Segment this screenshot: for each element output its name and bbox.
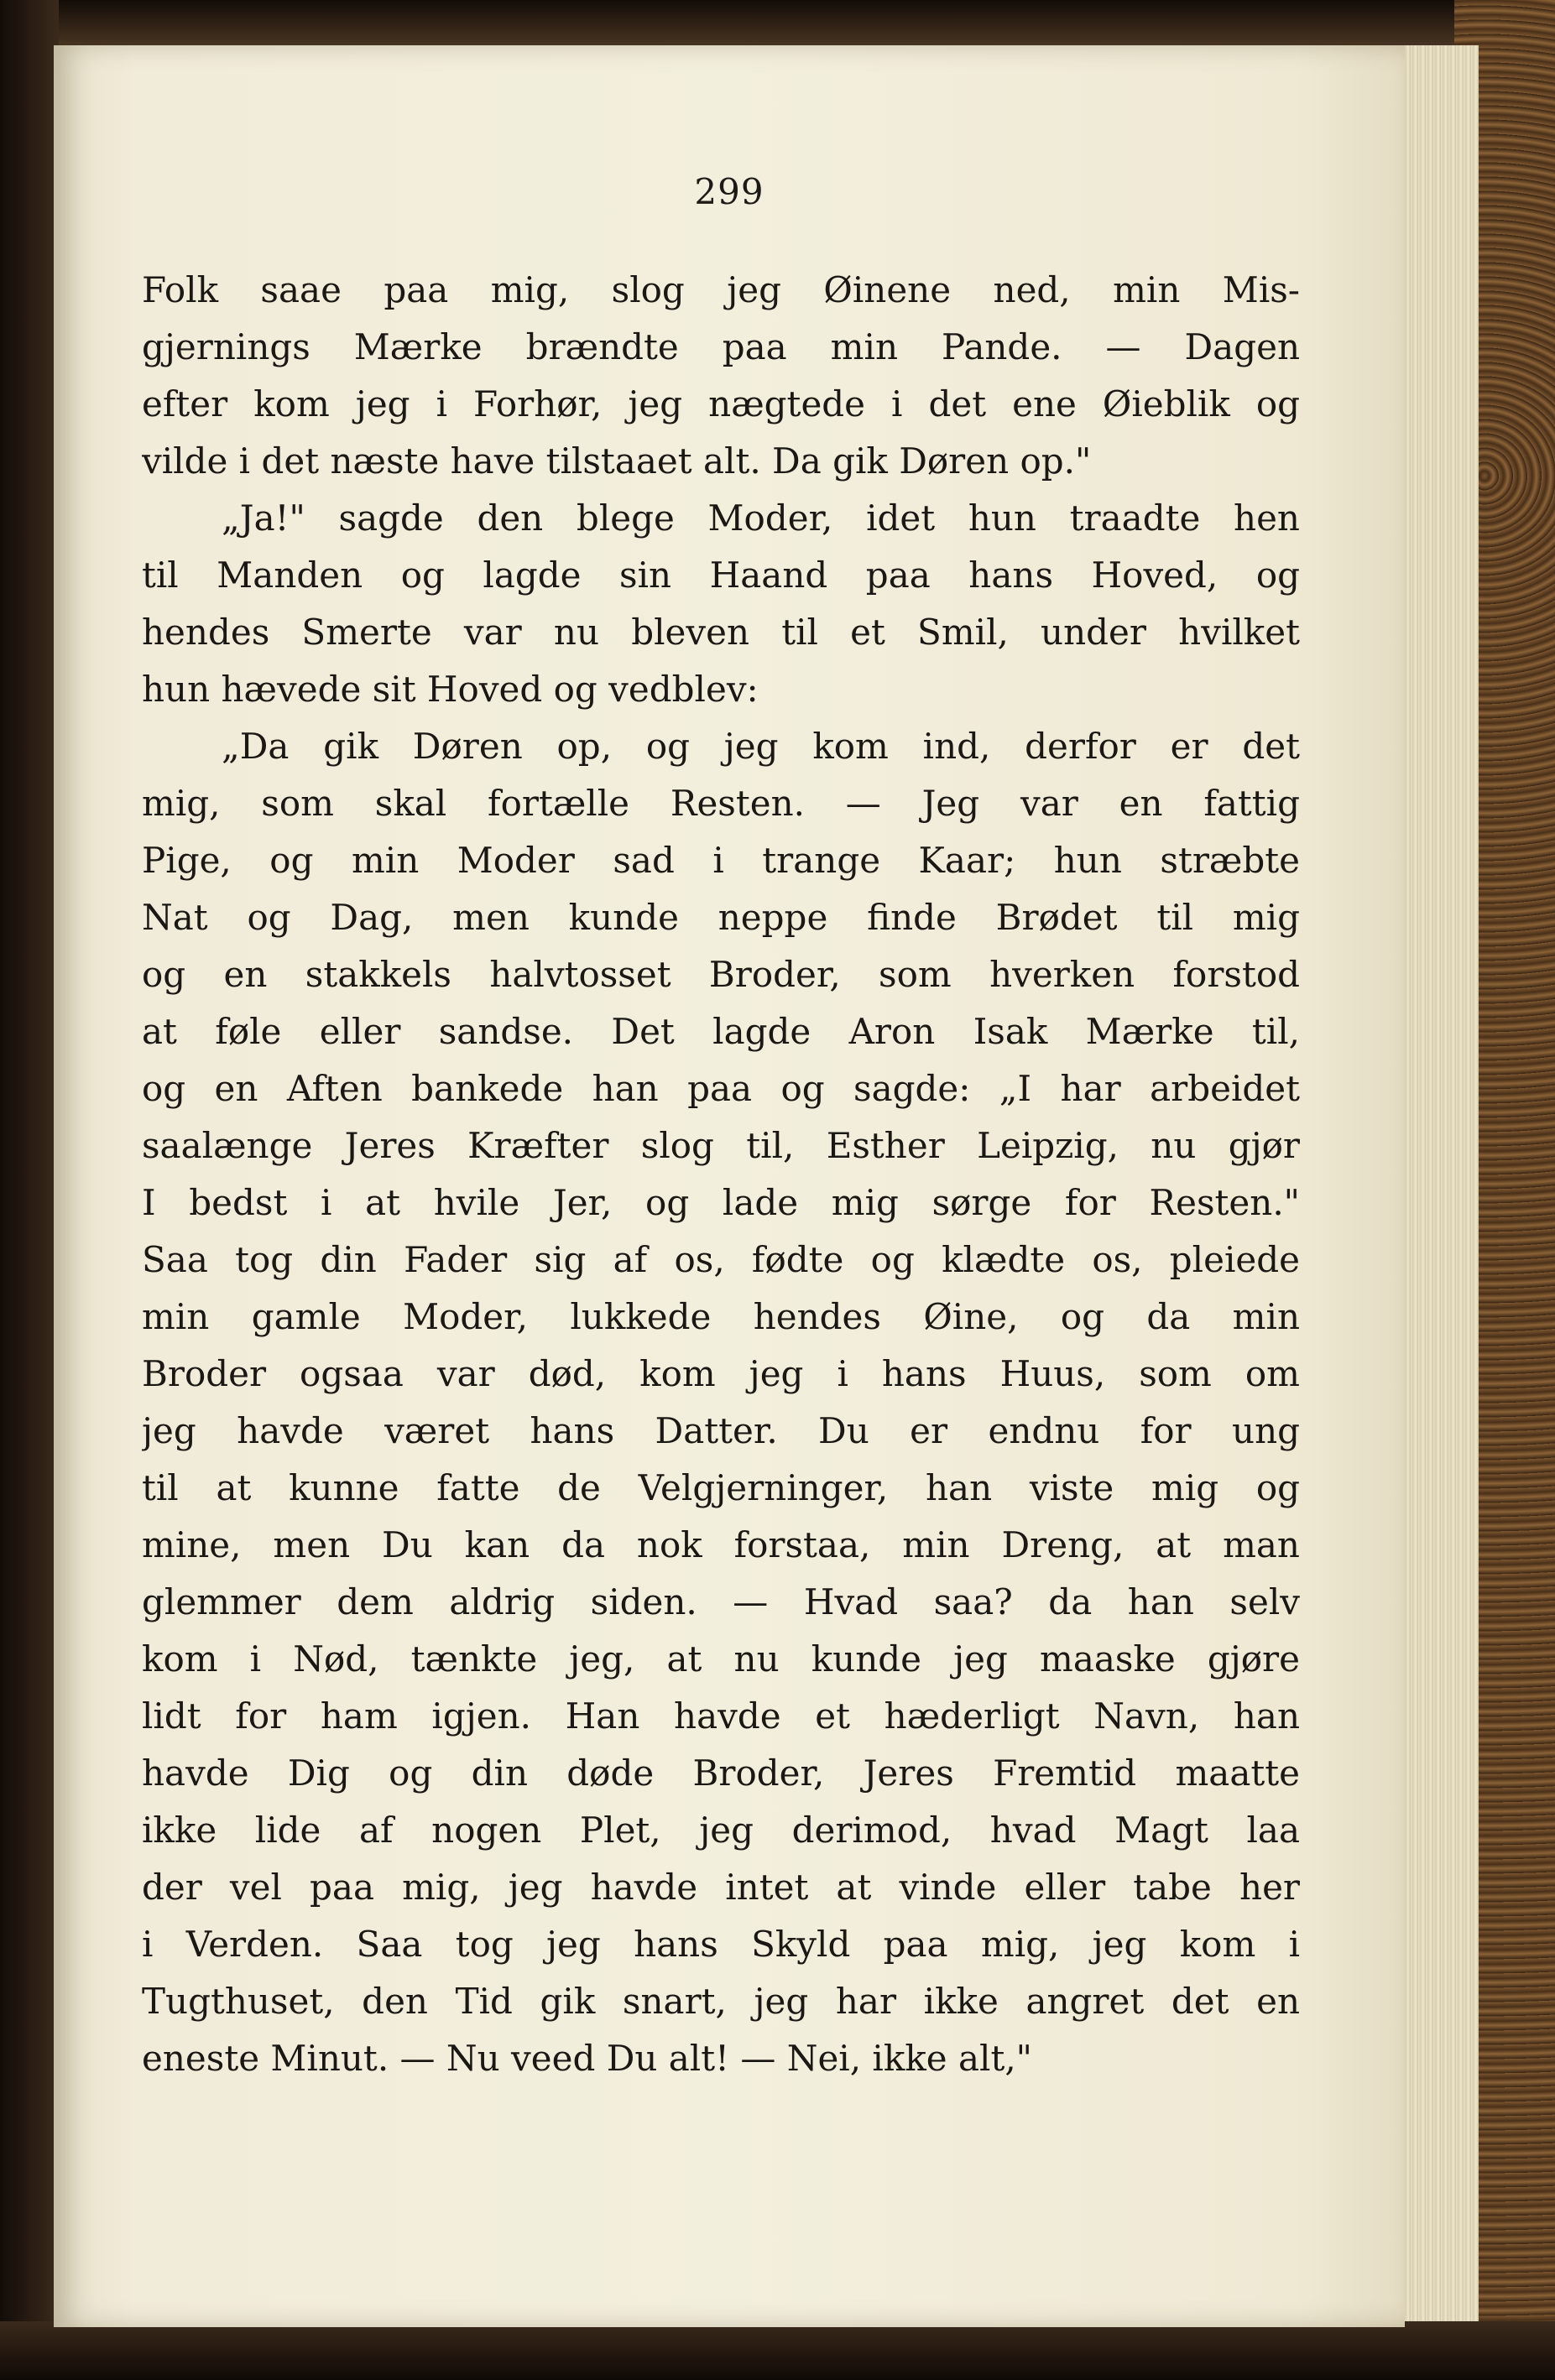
text-line: Folk saae paa mig, slog jeg Øinene ned, min Mis- bbox=[142, 269, 1300, 310]
text-line: og en Aften bankede han paa og sagde: „I har arbeidet bbox=[142, 1068, 1300, 1109]
cover-bottom-edge bbox=[0, 2321, 1555, 2380]
text-line: Saa tog din Fader sig af os, fødte og klædte os, pleiede bbox=[142, 1239, 1300, 1280]
body-text bbox=[142, 262, 1300, 2087]
text-line: der vel paa mig, jeg havde intet at vinde eller tabe her bbox=[142, 1867, 1300, 1908]
text-line: at føle eller sandse. Det lagde Aron Isak Mærke til, bbox=[142, 1011, 1300, 1052]
text-line: vilde i det næste have tilstaaet alt. Da gik Døren op." bbox=[142, 440, 1092, 482]
text-line: saalænge Jeres Kræfter slog til, Esther Leipzig, nu gjør bbox=[142, 1125, 1300, 1166]
text-line: kom i Nød, tænkte jeg, at nu kunde jeg maaske gjøre bbox=[142, 1638, 1300, 1680]
text-line: til Manden og lagde sin Haand paa hans Hoved, og bbox=[142, 555, 1300, 596]
text-line: mine, men Du kan da nok forstaa, min Dreng, at man bbox=[142, 1524, 1300, 1565]
text-line: havde Dig og din døde Broder, Jeres Fremtid maatte bbox=[142, 1752, 1300, 1794]
text-line: og en stakkels halvtosset Broder, som hverken forstod bbox=[142, 954, 1300, 995]
text-line: „Da gik Døren op, og jeg kom ind, derfor er det bbox=[222, 726, 1300, 767]
text-line: I bedst i at hvile Jer, og lade mig sørge for Resten." bbox=[142, 1182, 1300, 1223]
text-line: Pige, og min Moder sad i trange Kaar; hun stræbte bbox=[142, 840, 1300, 881]
text-line: glemmer dem aldrig siden. — Hvad saa? da han selv bbox=[142, 1581, 1300, 1622]
binding-gutter bbox=[0, 0, 59, 2380]
text-line: hendes Smerte var nu bleven til et Smil, under hvilket bbox=[142, 612, 1300, 653]
book-page bbox=[54, 45, 1405, 2327]
page-number: 299 bbox=[694, 171, 764, 212]
page-edges bbox=[1401, 45, 1479, 2327]
text-line: hun hævede sit Hoved og vedblev: bbox=[142, 669, 759, 710]
text-line: ikke lide af nogen Plet, jeg derimod, hvad Magt laa bbox=[142, 1810, 1300, 1851]
text-line: til at kunne fatte de Velgjerninger, han viste mig og bbox=[142, 1467, 1300, 1508]
cover-top-edge bbox=[0, 0, 1555, 49]
text-line: mig, som skal fortælle Resten. — Jeg var en fattig bbox=[142, 783, 1300, 824]
text-line: lidt for ham igjen. Han havde et hæderligt Navn, han bbox=[142, 1695, 1300, 1737]
text-line: Nat og Dag, men kunde neppe finde Brødet til mig bbox=[142, 897, 1300, 938]
text-line: i Verden. Saa tog jeg hans Skyld paa mig, jeg kom i bbox=[142, 1924, 1300, 1965]
text-line: Broder ogsaa var død, kom jeg i hans Huus, som om bbox=[142, 1353, 1300, 1394]
text-line: jeg havde været hans Datter. Du er endnu for ung bbox=[142, 1410, 1300, 1451]
text-line: gjernings Mærke brændte paa min Pande. — Dagen bbox=[142, 326, 1300, 367]
text-line: eneste Minut. — Nu veed Du alt! — Nei, ikke alt," bbox=[142, 2038, 1032, 2079]
text-line: Tugthuset, den Tid gik snart, jeg har ikke angret det en bbox=[142, 1981, 1300, 2022]
text-line: „Ja!" sagde den blege Moder, idet hun traadte hen bbox=[222, 497, 1300, 539]
text-line: efter kom jeg i Forhør, jeg nægtede i det ene Øieblik og bbox=[142, 383, 1300, 424]
text-line: min gamle Moder, lukkede hendes Øine, og da min bbox=[142, 1296, 1300, 1337]
